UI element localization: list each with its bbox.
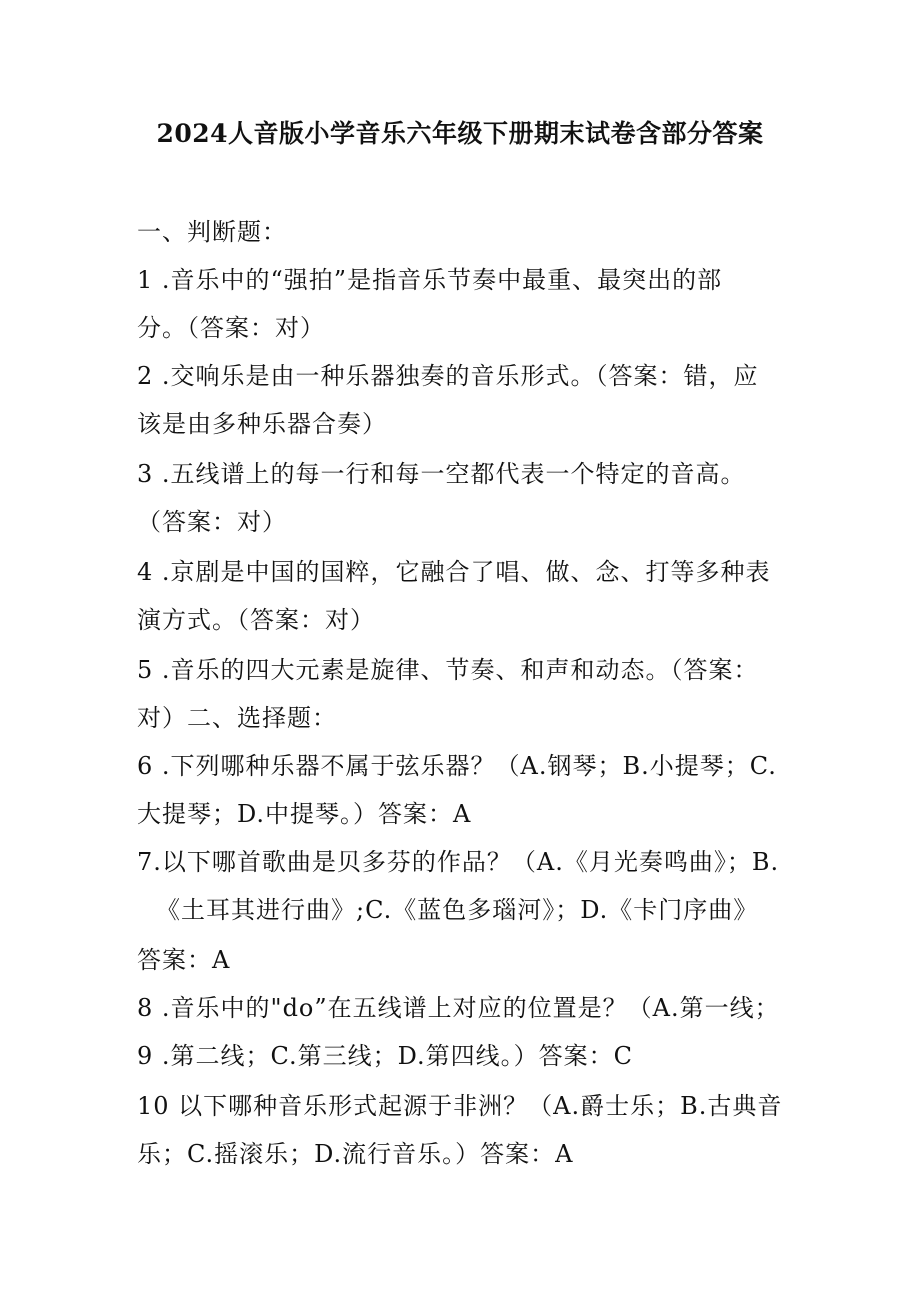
question-line: 7.以下哪首歌曲是贝多芬的作品？（A.《月光奏鸣曲》；B. [137, 848, 780, 876]
question-line: 1 .音乐中的“强拍”是指音乐节奏中最重、最突出的部 [137, 266, 723, 294]
question-line: 6 .下列哪种乐器不属于弦乐器？（A.钢琴；B.小提琴；C. [137, 752, 777, 780]
question-line: 对）二、选择题： [137, 704, 337, 732]
question-line: 答案：A [137, 946, 231, 974]
question-line: 《土耳其进行曲》;C.《蓝色多瑙河》；D.《卡门序曲》 [156, 896, 759, 924]
question-line: 10 以下哪种音乐形式起源于非洲？（A.爵士乐；B.古典音 [137, 1092, 783, 1120]
question-line: 9 .第二线；C.第三线；D.第四线。）答案：C [137, 1042, 634, 1070]
question-line: （答案：对） [137, 508, 287, 536]
question-line: 演方式。（答案：对） [137, 606, 375, 634]
question-line: 5 .音乐的四大元素是旋律、节奏、和声和动态。（答案： [137, 656, 759, 684]
question-line: 4 .京剧是中国的国粹，它融合了唱、做、念、打等多种表 [137, 558, 771, 586]
question-line: 分。（答案：对） [137, 314, 325, 342]
section-heading-judgement: 一、判断题： [137, 218, 287, 246]
question-line: 大提琴；D.中提琴。）答案：A [137, 800, 472, 828]
question-line: 2 .交响乐是由一种乐器独奏的音乐形式。（答案：错，应 [137, 362, 759, 390]
question-line: 8 .音乐中的"do”在五线谱上对应的位置是？（A.第一线； [137, 994, 780, 1022]
document-title: 2024人音版小学音乐六年级下册期末试卷含部分答案 [156, 119, 764, 148]
question-line: 乐；C.摇滚乐；D.流行音乐。）答案：A [137, 1140, 574, 1168]
question-line: 该是由多种乐器合奏） [137, 410, 387, 438]
question-line: 3 .五线谱上的每一行和每一空都代表一个特定的音高。 [137, 460, 746, 488]
